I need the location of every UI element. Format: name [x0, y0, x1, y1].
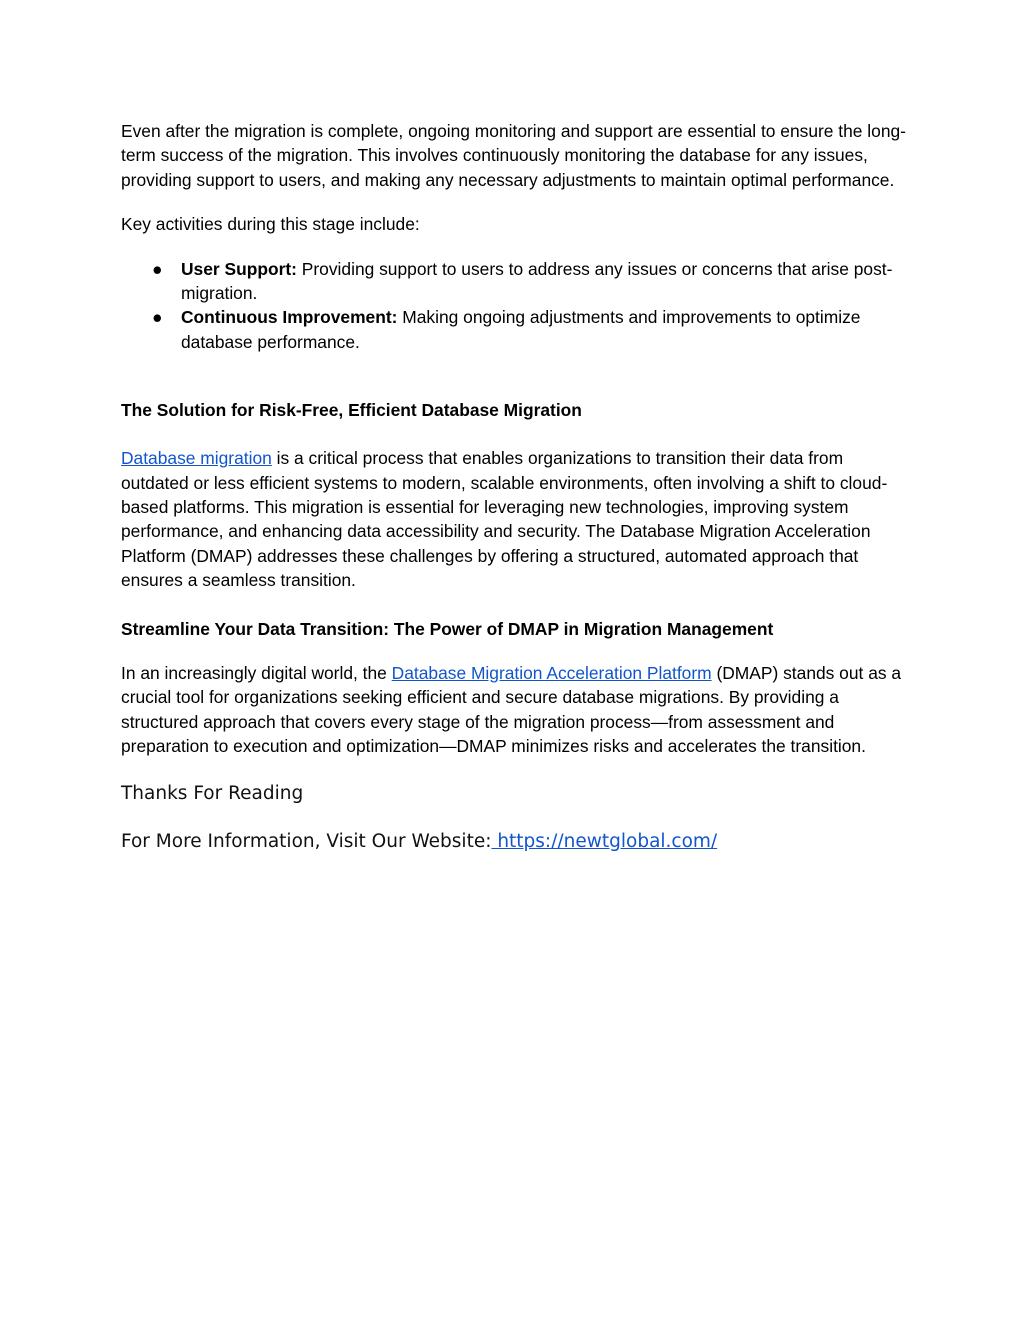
- more-info-line: [121, 830, 911, 854]
- streamline-heading: Streamline Your Data Transition: The Power of DMAP in Migration Management: [121, 618, 774, 639]
- thanks-for-reading: Thanks For Reading: [121, 783, 304, 805]
- document-page: [121, 119, 911, 854]
- solution-paragraph: [121, 446, 911, 592]
- bullet-marker: ●: [152, 307, 163, 328]
- list-item: [121, 305, 911, 354]
- streamline-paragraph: [121, 661, 911, 759]
- list-item: [121, 257, 911, 306]
- solution-heading: The Solution for Risk-Free, Efficient Database Migration: [121, 400, 582, 421]
- list-item-title: User Support:: [181, 258, 297, 279]
- website-link[interactable]: https://newtglobal.com/: [491, 831, 718, 853]
- key-activities-list: [121, 257, 911, 355]
- solution-paragraph-text: is a critical process that enables organizations to transition their data from outdated or less efficient systems to modern, scalable environments, often involving a shift to cloud-based platforms. This migration is essential for leveraging new technologies, improving system performance, and enhancing data accessibility and security. The Database Migration Acceleration Platform (DMAP) addresses these challenges by offering a structured, automated approach that ensures a seamless transition.: [121, 448, 888, 591]
- bullet-marker: ●: [152, 258, 163, 279]
- dmap-link[interactable]: Database Migration Acceleration Platform: [391, 662, 712, 683]
- streamline-paragraph-before: In an increasingly digital world, the: [121, 662, 392, 683]
- list-item-text: Providing support to users to address any issues or concerns that arise post-migration.: [181, 258, 893, 304]
- list-item-title: Continuous Improvement:: [181, 307, 398, 328]
- list-item-text: Making ongoing adjustments and improvements to optimize database performance.: [181, 307, 861, 352]
- streamline-paragraph-after: (DMAP) stands out as a crucial tool for organizations seeking efficient and secure database migrations. By providing a structured approach that covers every stage of the migration process—from assessment and preparation to execution and optimization—DMAP minimizes risks and accelerates the transition.: [121, 662, 902, 756]
- database-migration-link[interactable]: Database migration: [121, 448, 272, 469]
- key-activities-intro: Key activities during this stage include:: [121, 214, 420, 235]
- intro-paragraph: Even after the migration is complete, ongoing monitoring and support are essential to ensure the long-term success of the migration. This involves continuously monitoring the database for any issues, providing support to users, and making any necessary adjustments to maintain optimal performance.: [121, 121, 906, 190]
- more-info-label: For More Information, Visit Our Website:: [121, 831, 492, 853]
